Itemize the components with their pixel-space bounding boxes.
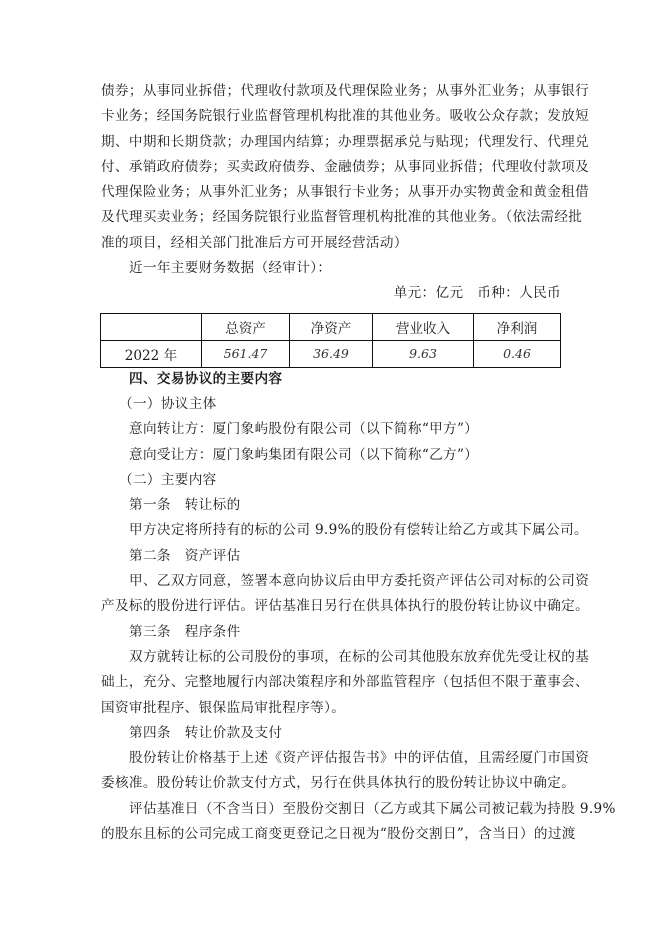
text-line: 及代理买卖业务；经国务院银行业监督管理机构批准的其他业务。（依法需经批 bbox=[101, 209, 583, 226]
document-page bbox=[101, 79, 616, 847]
business-scope-paragraph bbox=[101, 79, 590, 256]
section-heading: 四、交易协议的主要内容 bbox=[129, 370, 283, 387]
article-body: 甲方决定将所持有的标的公司 9.9%的股份有偿转让给乙方或其下属公司。 bbox=[129, 522, 588, 539]
article-body: 评估基准日（不含当日）至股份交割日（乙方或其下属公司被记载为持股 9.9% bbox=[129, 800, 616, 817]
table-cell-net-profit: 0.46 bbox=[474, 340, 561, 367]
article-title: 第二条 资产评估 bbox=[129, 547, 241, 564]
article-body: 甲、乙双方同意，签署本意向协议后由甲方委托资产评估公司对标的公司资 bbox=[129, 573, 590, 590]
article-body: 国资审批程序、银保监局审批程序等）。 bbox=[101, 699, 346, 716]
article-body: 双方就转让标的公司股份的事项，在标的公司其他股东放弃优先受让权的基 bbox=[129, 648, 590, 665]
article-body: 委核准。股份转让价款支付方式，另行在供具体执行的股份转让协议中确定。 bbox=[101, 775, 576, 792]
section-4 bbox=[101, 367, 616, 848]
article-body: 产及标的股份进行评估。评估基准日另行在供具体执行的股份转让协议中确定。 bbox=[101, 598, 590, 615]
subsection-heading: （二）主要内容 bbox=[119, 471, 217, 488]
table-header-cell: 营业收入 bbox=[373, 313, 474, 340]
text-line: 准的项目，经相关部门批准后方可开展经营活动） bbox=[101, 234, 408, 251]
financial-table bbox=[100, 313, 561, 368]
text-line: 付、承销政府债券；买卖政府债券、金融债券；从事同业拆借；代理收付款项及 bbox=[101, 158, 590, 175]
table-row bbox=[101, 340, 561, 367]
table-cell-net-assets: 36.49 bbox=[290, 340, 373, 367]
text-line: 期、中期和长期贷款；办理国内结算；办理票据承兑与贴现；代理发行、代理兑 bbox=[101, 133, 590, 150]
unit-currency-note: 单元：亿元 币种：人民币 bbox=[393, 285, 561, 302]
article-title: 第四条 转让价款及支付 bbox=[129, 724, 283, 741]
table-header-cell: 总资产 bbox=[202, 313, 290, 340]
table-cell-year: 2022 年 bbox=[101, 340, 202, 367]
transferee-line: 意向受让方：厦门象屿集团有限公司（以下简称“乙方”） bbox=[129, 446, 479, 463]
table-header-cell: 净资产 bbox=[290, 313, 373, 340]
article-title: 第一条 转让标的 bbox=[129, 497, 241, 514]
table-header-cell bbox=[101, 313, 202, 340]
text-line: 卡业务；经国务院银行业监督管理机构批准的其他业务。吸收公众存款；发放短 bbox=[101, 108, 590, 125]
financial-intro: 近一年主要财务数据（经审计）： bbox=[129, 260, 332, 277]
table-cell-total-assets: 561.47 bbox=[202, 340, 290, 367]
table-header-cell: 净利润 bbox=[474, 313, 561, 340]
article-title: 第三条 程序条件 bbox=[129, 623, 241, 640]
article-body: 的股东且标的公司完成工商变更登记之日视为“股份交割日”，含当日）的过渡 bbox=[101, 826, 576, 843]
text-line: 代理保险业务；从事外汇业务；从事银行卡业务；从事开办实物黄金和黄金租借 bbox=[101, 184, 590, 201]
table-cell-revenue: 9.63 bbox=[373, 340, 474, 367]
article-body: 础上，充分、完整地履行内部决策程序和外部监管程序（包括但不限于董事会、 bbox=[101, 674, 590, 691]
table-header-row bbox=[101, 313, 561, 340]
article-body: 股份转让价格基于上述《资产评估报告书》中的评估值，且需经厦门市国资 bbox=[129, 750, 590, 767]
subsection-heading: （一）协议主体 bbox=[119, 395, 217, 412]
text-line: 债券；从事同业拆借；代理收付款项及代理保险业务；从事外汇业务；从事银行 bbox=[101, 83, 590, 99]
transferor-line: 意向转让方：厦门象屿股份有限公司（以下简称“甲方”） bbox=[129, 421, 479, 438]
